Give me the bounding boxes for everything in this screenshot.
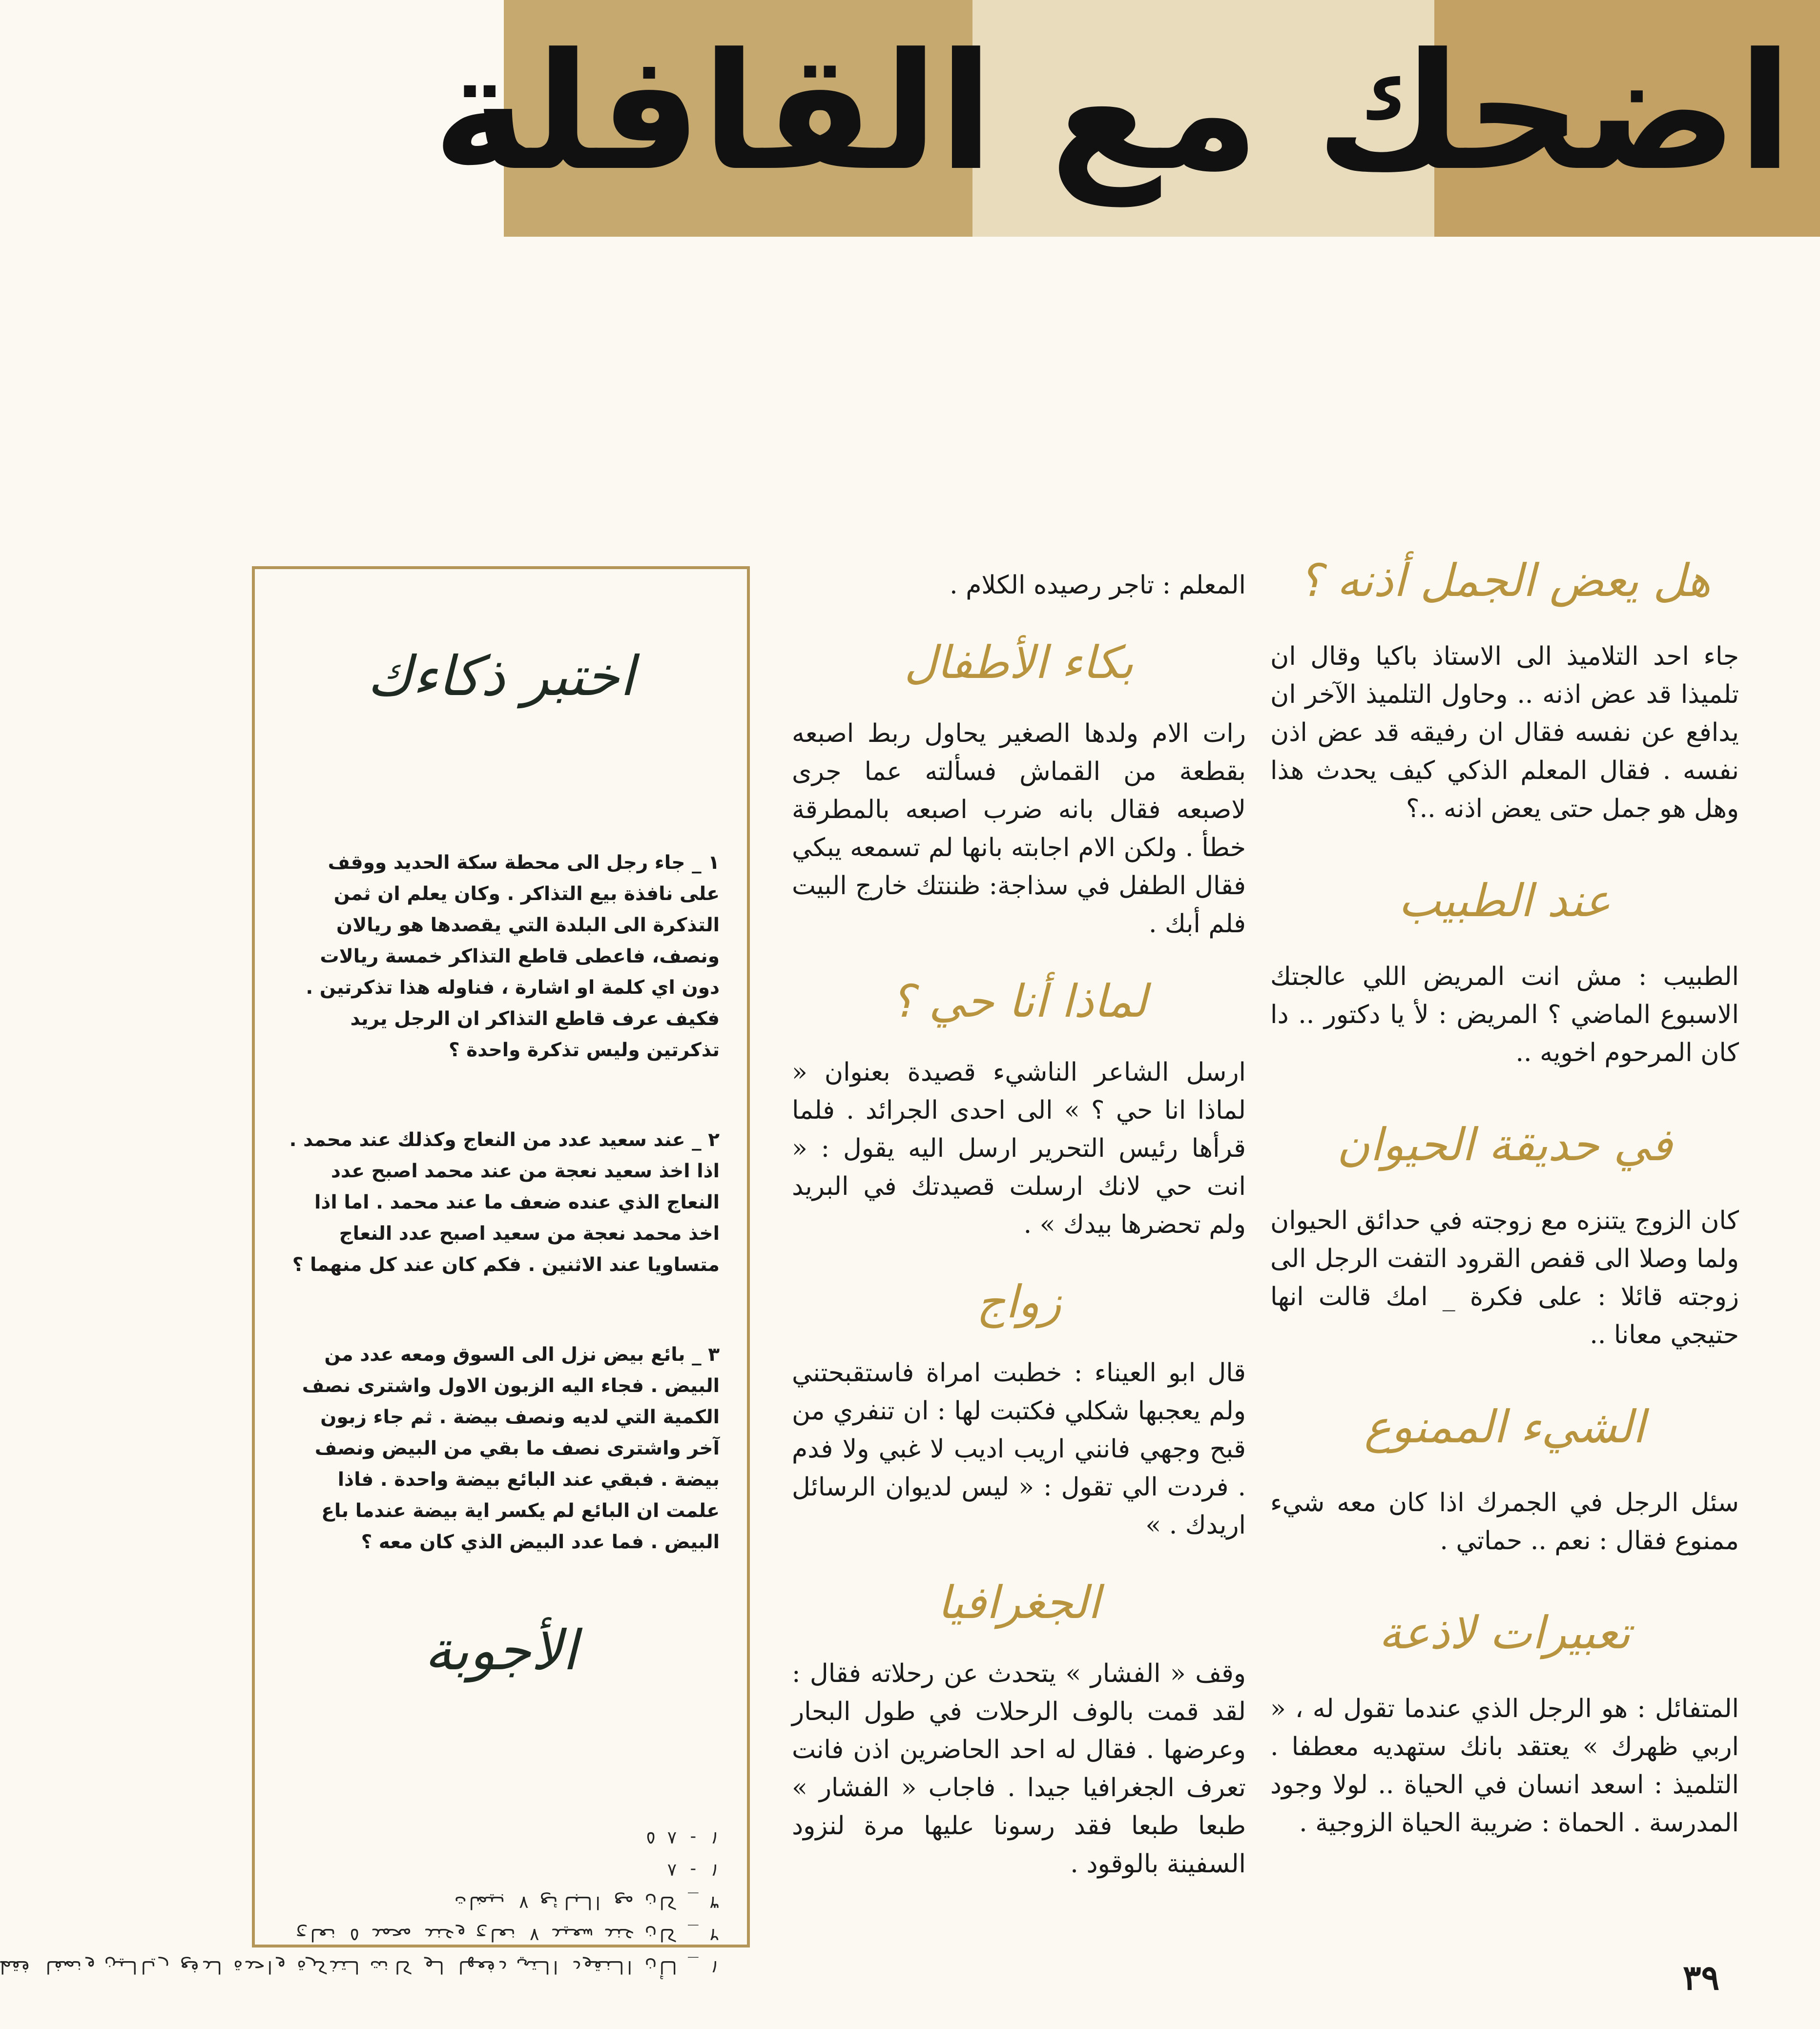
section-heading: لماذا أنا حي ؟: [890, 975, 1147, 1027]
puzzle-item: ٣ _ بائع بيض نزل الى السوق ومعه عدد من البيض . فجاء اليه الزبون الاول واشترى نصف الكمية التي لديه ونصف بيضة . ثم جاء زبون آخر واشترى نصف ما بقي من البيض ونصف بيضة . فبقي عند البائع بيضة واحدة . فاذا علمت ان البائع لم يكسر اية بيضة عندما باع البيض . فما عدد البيض الذي كان معه ؟: [302, 1344, 720, 1553]
section-camel: [1270, 552, 1739, 828]
answer-line-inverted: ١ _ لأن النقود التي دفعها لو كانت لتذكرة واحدة لدفع ريالين ونصفا فقط: [0, 1957, 720, 1977]
section-body: المتفائل : هو الرجل الذي عندما تقول له ، « اربي ظهرك » يعتقد بانك ستهديه معطفا . التلميذ : اسعد انسان في الحياة .. لولا وجود المدرسة . الحماة : ضريبة الحياة الزوجية .: [1270, 1694, 1739, 1838]
answer-line-inverted: ٢ _ كان عند سعيد ٧ نعاج وعند محمد ٥ نعاج: [296, 1925, 720, 1945]
magazine-section-title: اضحك مع القافلة: [433, 19, 1793, 206]
section-body: رات الام ولدها الصغير يحاول ربط اصبعه بقطعة من القماش فسألته عما جرى لاصبعه فقال بانه ضرب اصبعه بالمطرقة خطأ . ولكن الام اجابته بانها لم تسمعه يبكي فقال الطفل في سذاجة: ظننتك خارج البيت فلم أبك .: [792, 719, 1246, 939]
section-why-alive: [792, 972, 1246, 1244]
quiz-box: [0, 566, 750, 1977]
section-body: الطبيب : مش انت المريض اللي عالجتك الاسبوع الماضي ؟ المريض : لأ يا دكتور .. دا كان المرحوم اخويه ..: [1270, 962, 1739, 1067]
section-body: سئل الرجل في الجمرك اذا كان معه شيء ممنوع فقال : نعم .. حماتي .: [1270, 1488, 1739, 1556]
section-heading: زواج: [976, 1276, 1061, 1328]
section-zoo: [1270, 1116, 1739, 1354]
answer-line-inverted: ١ - ٨ ٥: [645, 1828, 720, 1848]
teacher-definition: المعلم : تاجر رصيده الكلام .: [950, 571, 1246, 600]
answers-heading: الأجوبة: [424, 1619, 578, 1682]
section-body: ارسل الشاعر الناشيء قصيدة بعنوان « لماذا انا حي ؟ » الى احدى الجرائد . فلما قرأها رئيس التحرير ارسل اليه يقول : « انت حي لانك ارسلت قصيدتك في البريد ولم تحضرها بيدك » .: [792, 1058, 1246, 1239]
answer-line-inverted: ١ - ٨: [666, 1860, 720, 1880]
section-heading: هل يعض الجمل أذنه ؟: [1299, 554, 1711, 607]
section-heading: تعبيرات لاذعة: [1379, 1607, 1631, 1659]
section-body: وقف « الفشار » يتحدث عن رحلاته فقال : لقد قمت بالوف الرحلات في طول البحار وعرضها . فقال له احد الحاضرين اذن فانت تعرف الجغرافيا جيدا . فاجاب « الفشار » طبعا طبعا فقد رسونا عليها مرة لنزود السفينة بالوقود .: [792, 1659, 1246, 1879]
section-heading: الشيء الممنوع: [1364, 1401, 1645, 1453]
section-marriage: [792, 1273, 1246, 1544]
section-body: جاء احد التلاميذ الى الاستاذ باكيا وقال ان تلميذا قد عض اذنه .. وحاول التلميذ الآخر ان يدافع عن نفسه فقال ان رفيقه قد عض اذن نفسه . فقال المعلم الذكي كيف يحدث هذا وهل هو جمل حتى يعض اذنه ..؟: [1270, 642, 1739, 823]
quiz-heading: اختبر ذكاءك: [367, 645, 635, 708]
section-heading: عند الطبيب: [1398, 875, 1611, 927]
section-forbidden: [1270, 1398, 1739, 1560]
puzzle-item: ١ _ جاء رجل الى محطة سكة الحديد ووقف على نافذة بيع التذاكر . وكان يعلم ان ثمن التذكرة الى البلدة التي يقصدها هو ريالان ونصف، فاعطى قاطع التذاكر خمسة ريالات دون اي كلمة او اشارة ، فناوله هذا تذكرتين . فكيف عرف قاطع التذاكر ان الرجل يريد تذكرتين وليس تذكرة واحدة ؟: [306, 852, 720, 1061]
page-number: ٣٩: [1683, 1957, 1720, 1998]
answer-line-inverted: ٣ _ كان مع البائع ٧ بيضات: [455, 1892, 720, 1912]
section-geography: [792, 1574, 1246, 1883]
middle-column: [792, 566, 1246, 1883]
section-expressions: [1270, 1604, 1739, 1842]
section-doctor: [1270, 872, 1739, 1072]
section-body: كان الزوج يتنزه مع زوجته في حدائق الحيوان ولما وصلا الى قفص القرود التفت الرجل الى زوجته قائلا : على فكرة _ امك قالت انها حتيجي معانا ..: [1270, 1206, 1739, 1350]
section-crying: [792, 634, 1246, 943]
section-heading: في حديقة الحيوان: [1337, 1119, 1673, 1171]
puzzle-item: ٢ _ عند سعيد عدد من النعاج وكذلك عند محمد . اذا اخذ سعيد نعجة من عند محمد اصبح عدد النعاج الذي عنده ضعف ما عند محمد . اما اذا اخذ محمد نعجة من سعيد اصبح عدد النعاج متساويا عند الاثنين . فكم كان عند كل منهما ؟: [289, 1129, 720, 1276]
right-column: [1270, 552, 1739, 1886]
section-body: قال ابو العيناء : خطبت امراة فاستقبحتني ولم يعجبها شكلي فكتبت لها : ان تنفري من قبح وجهي فانني اريب اديب لا غبي ولا فدم . فردت الي تقول : « ليس لديوان الرسائل اريدك . »: [792, 1358, 1246, 1540]
section-heading: الجغرافيا: [937, 1577, 1100, 1629]
section-heading: بكاء الأطفال: [904, 636, 1134, 689]
